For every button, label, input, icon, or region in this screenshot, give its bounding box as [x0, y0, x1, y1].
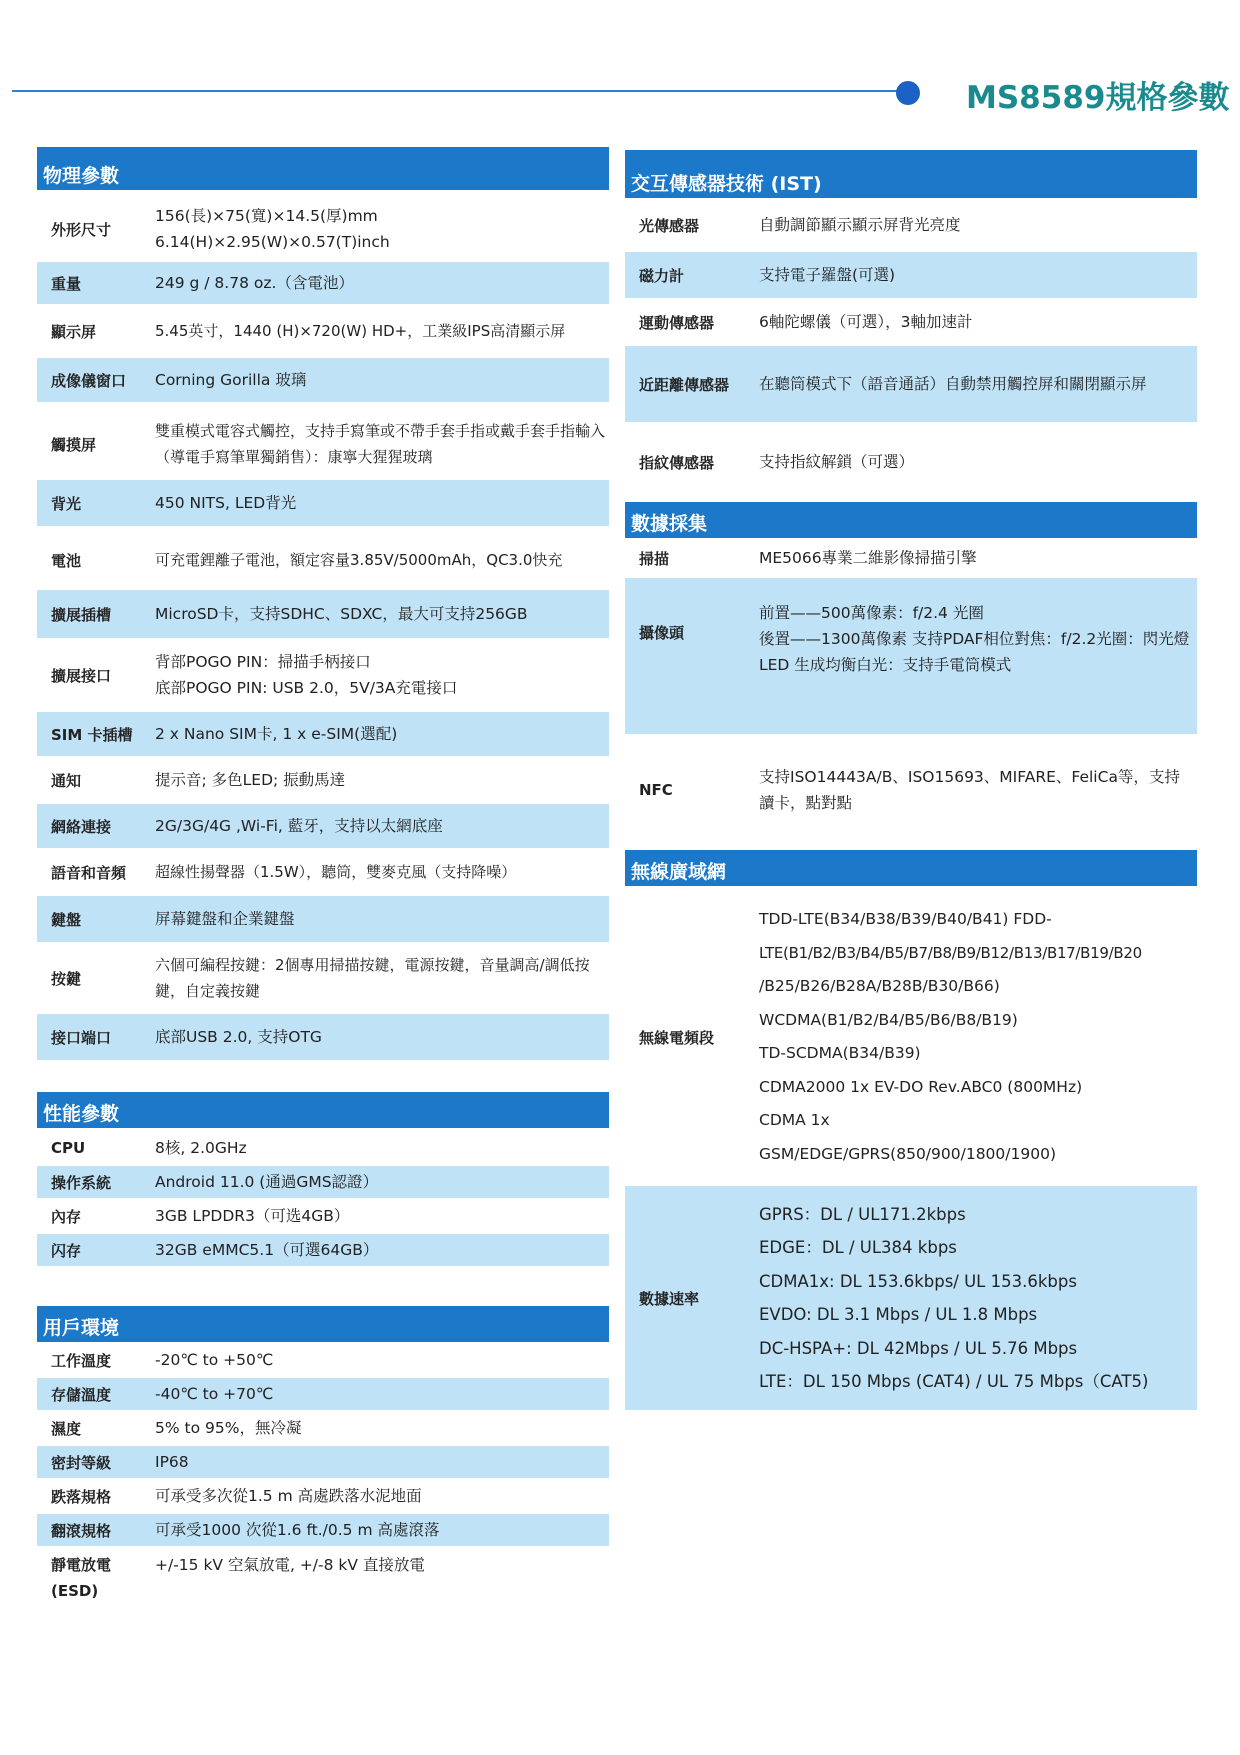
spec-label: 近距離傳感器: [639, 375, 730, 394]
spec-label: 鍵盤: [51, 910, 82, 929]
spec-label: 網絡連接: [51, 817, 112, 836]
spec-row-weight: [37, 262, 609, 304]
spec-label: 翻滾規格: [51, 1521, 112, 1540]
spec-value: 5% to 95%，無冷凝: [155, 1419, 302, 1437]
spec-row-imager-window: [37, 358, 609, 402]
spec-label: 內存: [51, 1207, 82, 1226]
spec-label: 成像儀窗口: [51, 371, 127, 390]
spec-value-line: CDMA1x: DL 153.6kbps/ UL 153.6kbps: [759, 1271, 1077, 1291]
spec-row-dimensions: [37, 200, 609, 258]
spec-row-motion-sensor: [625, 300, 1197, 344]
spec-label: 靜電放電 (ESD): [51, 1556, 112, 1600]
spec-value: 支持ISO14443A/B、ISO15693、MIFARE、FeliCa等，支持讀卡，點對點: [759, 768, 1180, 812]
spec-row-display: [37, 308, 609, 354]
spec-row-buttons: [37, 944, 609, 1012]
spec-row-sealing: [37, 1446, 609, 1478]
spec-label: 擴展接口: [51, 666, 112, 685]
spec-label: 電池: [51, 551, 82, 570]
spec-value: Android 11.0 (通過GMS認證）: [155, 1173, 379, 1191]
spec-value: Corning Gorilla 玻璃: [155, 371, 307, 389]
spec-label: 指紋傳感器: [639, 453, 715, 472]
spec-label: 語音和音頻: [51, 863, 127, 882]
spec-value: [759, 600, 1197, 678]
spec-row-os: [37, 1166, 609, 1198]
header-rule: [12, 90, 912, 92]
spec-value: 六個可編程按鍵：2個專用掃描按鍵，電源按鍵，音量調高/調低按鍵，自定義按鍵: [155, 956, 590, 1000]
spec-row-scanner: [625, 540, 1197, 576]
spec-label: 闪存: [51, 1241, 82, 1260]
spec-value-line: 前置——500萬像素：f/2.4 光圈: [759, 604, 984, 622]
spec-label: 密封等級: [51, 1453, 112, 1472]
spec-row-flash: [37, 1234, 609, 1266]
spec-row-battery: [37, 538, 609, 582]
spec-row-cpu: [37, 1132, 609, 1164]
spec-label: 操作系統: [51, 1173, 112, 1192]
spec-label: 接口端口: [51, 1028, 112, 1047]
spec-value: 5.45英寸，1440 (H)×720(W) HD+，工業級IPS高清顯示屏: [155, 322, 566, 340]
spec-value: 超線性揚聲器（1.5W），聽筒，雙麥克風（支持降噪）: [155, 863, 517, 881]
spec-label: 濕度: [51, 1419, 82, 1438]
spec-value-line: TD-SCDMA(B34/B39): [759, 1044, 921, 1062]
spec-row-camera: [625, 578, 1197, 734]
spec-value-line: 156(長)×75(寬)×14.5(厚)mm: [155, 207, 378, 225]
spec-row-humidity: [37, 1412, 609, 1444]
spec-value: 雙重模式電容式觸控，支持手寫筆或不帶手套手指或戴手套手指輸入（導電手寫筆單獨銷售）：康寧大猩猩玻璃: [155, 422, 606, 466]
spec-row-sim-slot: [37, 712, 609, 756]
spec-value: 可承受1000 次從1.6 ft./0.5 m 高處滾落: [155, 1521, 440, 1539]
spec-value: 6軸陀螺儀（可選），3軸加速計: [759, 313, 973, 331]
spec-label: 存儲溫度: [51, 1385, 112, 1404]
spec-value: 自動調節顯示顯示屏背光亮度: [759, 216, 961, 234]
spec-value-line: LTE(B1/B2/B3/B4/B5/B7/B8/B9/B12/B13/B17/B19/B20: [759, 943, 1142, 962]
page-title: MS8589規格參數: [966, 80, 1230, 116]
spec-value: [155, 203, 609, 255]
spec-label: 光傳感器: [639, 216, 700, 235]
spec-row-proximity-sensor: [625, 346, 1197, 422]
spec-row-audio: [37, 850, 609, 894]
spec-row-data-rates: [625, 1186, 1197, 1410]
spec-value: 8核, 2.0GHz: [155, 1139, 247, 1157]
spec-value-line: 6.14(H)×2.95(W)×0.57(T)inch: [155, 233, 390, 251]
spec-label: 重量: [51, 274, 82, 293]
section-header-performance: 性能參數: [37, 1092, 609, 1128]
spec-value: 支持電子羅盤(可選): [759, 266, 896, 284]
spec-row-storage-temp: [37, 1378, 609, 1410]
spec-label: CPU: [51, 1139, 86, 1157]
spec-row-operating-temp: [37, 1344, 609, 1376]
spec-label: 按鍵: [51, 969, 82, 988]
spec-row-radio-bands: [625, 898, 1197, 1176]
spec-row-fingerprint: [625, 438, 1197, 486]
spec-row-light-sensor: [625, 204, 1197, 246]
spec-label: 擴展插槽: [51, 605, 112, 624]
spec-value-line: TDD-LTE(B34/B38/B39/B40/B41) FDD-: [759, 910, 1052, 928]
spec-row-ports: [37, 1014, 609, 1060]
spec-value: [759, 903, 1197, 1171]
spec-value-line: 底部POGO PIN: USB 2.0，5V/3A充電接口: [155, 679, 458, 697]
spec-value-line: EVDO: DL 3.1 Mbps / UL 1.8 Mbps: [759, 1305, 1038, 1324]
spec-value: 可承受多次從1.5 m 高處跌落水泥地面: [155, 1487, 422, 1505]
spec-value: 底部USB 2.0, 支持OTG: [155, 1028, 322, 1046]
spec-value-line: LTE：DL 150 Mbps (CAT4) / UL 75 Mbps（CAT5): [759, 1372, 1149, 1391]
spec-row-keyboard: [37, 896, 609, 942]
spec-value: ME5066專業二維影像掃描引擎: [759, 549, 977, 567]
spec-row-drop: [37, 1480, 609, 1512]
spec-row-memory: [37, 1200, 609, 1232]
spec-label: 外形尺寸: [51, 220, 112, 239]
spec-row-expansion-port: [37, 644, 609, 706]
spec-row-magnetometer: [625, 252, 1197, 298]
spec-value: -20℃ to +50℃: [155, 1351, 274, 1369]
spec-label: 觸摸屏: [51, 435, 97, 454]
spec-value: IP68: [155, 1453, 189, 1471]
spec-value-line: EDGE：DL / UL384 kbps: [759, 1238, 957, 1257]
spec-row-tumble: [37, 1514, 609, 1546]
spec-value: 249 g / 8.78 oz.（含電池）: [155, 274, 354, 292]
spec-value-line: /B25/B26/B28A/B28B/B30/B66): [759, 977, 1000, 995]
spec-value: [155, 649, 609, 701]
spec-label: 攝像頭: [639, 624, 685, 642]
spec-label: 運動傳感器: [639, 313, 715, 332]
spec-label: 磁力計: [639, 266, 685, 285]
spec-row-nfc: [625, 744, 1197, 836]
spec-value-line: CDMA 1x: [759, 1111, 830, 1129]
spec-value: 提示音; 多色LED; 振動馬達: [155, 771, 346, 789]
spec-row-backlight: [37, 480, 609, 526]
spec-value: +/-15 kV 空氣放電, +/-8 kV 直接放電: [155, 1556, 425, 1574]
spec-value: 2G/3G/4G ,Wi-Fi, 藍牙，支持以太網底座: [155, 817, 443, 835]
header-dot: [896, 81, 920, 105]
spec-label: SIM 卡插槽: [51, 725, 133, 744]
spec-label: 數據速率: [639, 1289, 700, 1308]
spec-label: 工作溫度: [51, 1351, 112, 1370]
section-header-physical: 物理參數: [37, 147, 609, 190]
spec-label: 背光: [51, 494, 82, 513]
section-header-capture: 數據採集: [625, 502, 1197, 538]
spec-value: 2 x Nano SIM卡, 1 x e-SIM(選配): [155, 725, 398, 743]
spec-value: 支持指紋解鎖（可選）: [759, 453, 915, 471]
spec-value: 450 NITS, LED背光: [155, 494, 297, 512]
spec-label: 顯示屏: [51, 322, 97, 341]
spec-value: 可充電鋰離子電池，額定容量3.85V/5000mAh，QC3.0快充: [155, 551, 563, 569]
spec-value-line: CDMA2000 1x EV-DO Rev.ABC0 (800MHz): [759, 1077, 1083, 1096]
spec-value: MicroSD卡，支持SDHC、SDXC，最大可支持256GB: [155, 605, 528, 623]
spec-row-expansion-slot: [37, 590, 609, 638]
section-header-environment: 用戶環境: [37, 1306, 609, 1342]
spec-value: 32GB eMMC5.1（可選64GB）: [155, 1241, 379, 1259]
spec-value: 3GB LPDDR3（可选4GB）: [155, 1207, 350, 1225]
spec-value-line: DC-HSPA+: DL 42Mbps / UL 5.76 Mbps: [759, 1338, 1078, 1358]
spec-value-line: GSM/EDGE/GPRS(850/900/1800/1900): [759, 1144, 1056, 1163]
spec-label: 掃描: [639, 549, 670, 568]
spec-value-line: WCDMA(B1/B2/B4/B5/B6/B8/B19): [759, 1010, 1018, 1029]
spec-row-esd: [37, 1548, 609, 1610]
spec-value-line: 背部POGO PIN：掃描手柄接口: [155, 653, 371, 671]
spec-value: 在聽筒模式下（語音通話）自動禁用觸控屏和關閉顯示屏: [759, 375, 1147, 393]
spec-value: -40℃ to +70℃: [155, 1385, 274, 1403]
spec-row-touchscreen: [37, 410, 609, 478]
section-header-wireless: 無線廣域網: [625, 850, 1197, 886]
section-header-sensors: 交互傳感器技術 (IST): [625, 150, 1197, 198]
spec-value-line: 後置——1300萬像素 支持PDAF相位對焦：f/2.2光圈：閃光燈LED 生成均衡白光：支持手電筒模式: [759, 630, 1190, 674]
spec-label: 通知: [51, 771, 82, 790]
spec-row-network: [37, 804, 609, 848]
spec-label: 跌落規格: [51, 1487, 112, 1506]
spec-row-notification: [37, 758, 609, 802]
spec-label: 無線電頻段: [639, 1028, 715, 1047]
spec-value: 屏幕鍵盤和企業鍵盤: [155, 910, 295, 928]
spec-label: NFC: [639, 781, 673, 799]
spec-value: [759, 1198, 1197, 1399]
spec-value-line: GPRS：DL / UL171.2kbps: [759, 1204, 966, 1224]
